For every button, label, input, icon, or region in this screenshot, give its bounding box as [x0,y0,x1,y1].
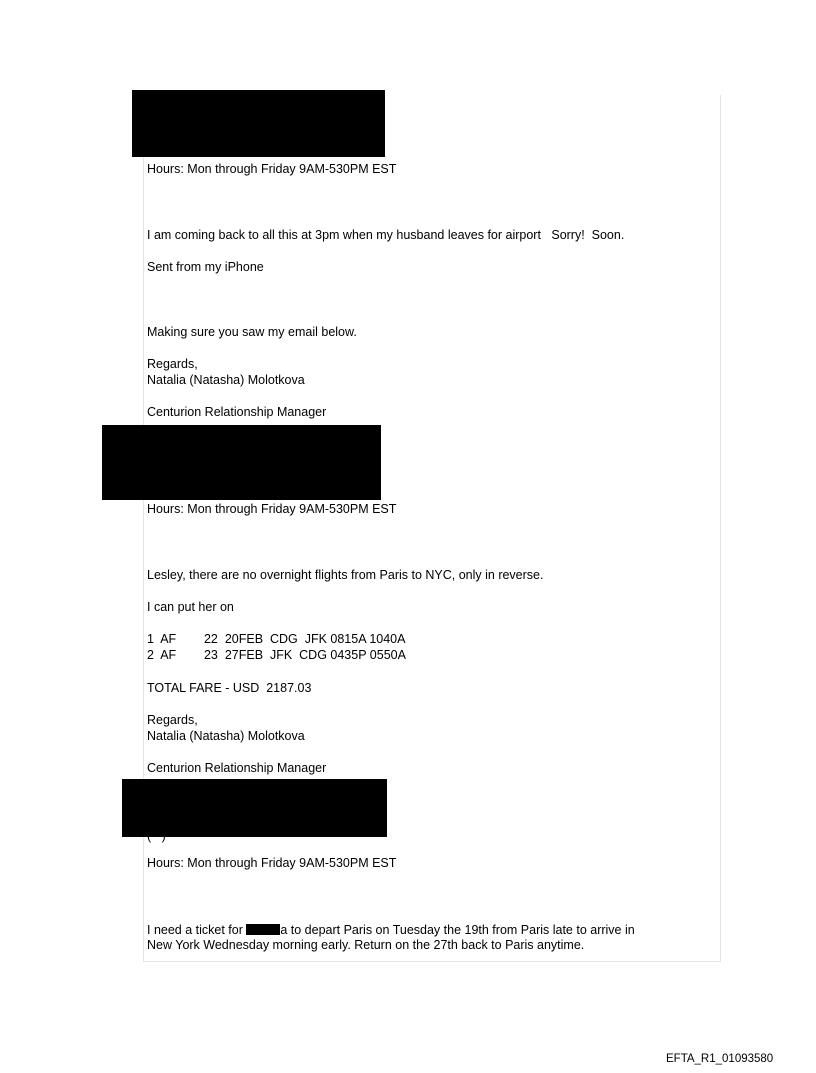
signature-regards: Regards, [147,713,198,727]
inline-redaction [246,924,280,935]
message-line: Lesley, there are no overnight flights from Paris to NYC, only in reverse. [147,568,544,582]
signature-title: Centurion Relationship Manager [147,761,327,775]
message-line: I can put her on [147,600,234,614]
flight-line: 2 AF 23 27FEB JFK CDG 0435P 0550A [147,648,406,662]
redaction-block [132,90,385,157]
request-line: New York Wednesday morning early. Return on the 27th back to Paris anytime. [147,938,585,952]
message-line: Making sure you saw my email below. [147,325,357,339]
flight-line: 1 AF 22 20FEB CDG JFK 0815A 1040A [147,632,406,646]
request-text: I need a ticket for [147,923,247,937]
hours-line: Hours: Mon through Friday 9AM-530PM EST [147,856,397,870]
hours-line: Hours: Mon through Friday 9AM-530PM EST [147,502,397,516]
document-id: EFTA_R1_01093580 [666,1053,774,1065]
request-line [147,923,635,938]
sent-from-line: Sent from my iPhone [147,260,264,274]
message-line: I am coming back to all this at 3pm when my husband leaves for airport Sorry! Soon. [147,228,625,242]
signature-title: Centurion Relationship Manager [147,405,327,419]
request-text: a to depart Paris on Tuesday the 19th from Paris late to arrive in [280,923,635,937]
redaction-block [122,779,387,837]
signature-name: Natalia (Natasha) Molotkova [147,373,305,387]
signature-regards: Regards, [147,357,198,371]
hours-line: Hours: Mon through Friday 9AM-530PM EST [147,162,397,176]
redaction-block [102,425,381,500]
total-fare: TOTAL FARE - USD 2187.03 [147,681,312,695]
signature-name: Natalia (Natasha) Molotkova [147,729,305,743]
